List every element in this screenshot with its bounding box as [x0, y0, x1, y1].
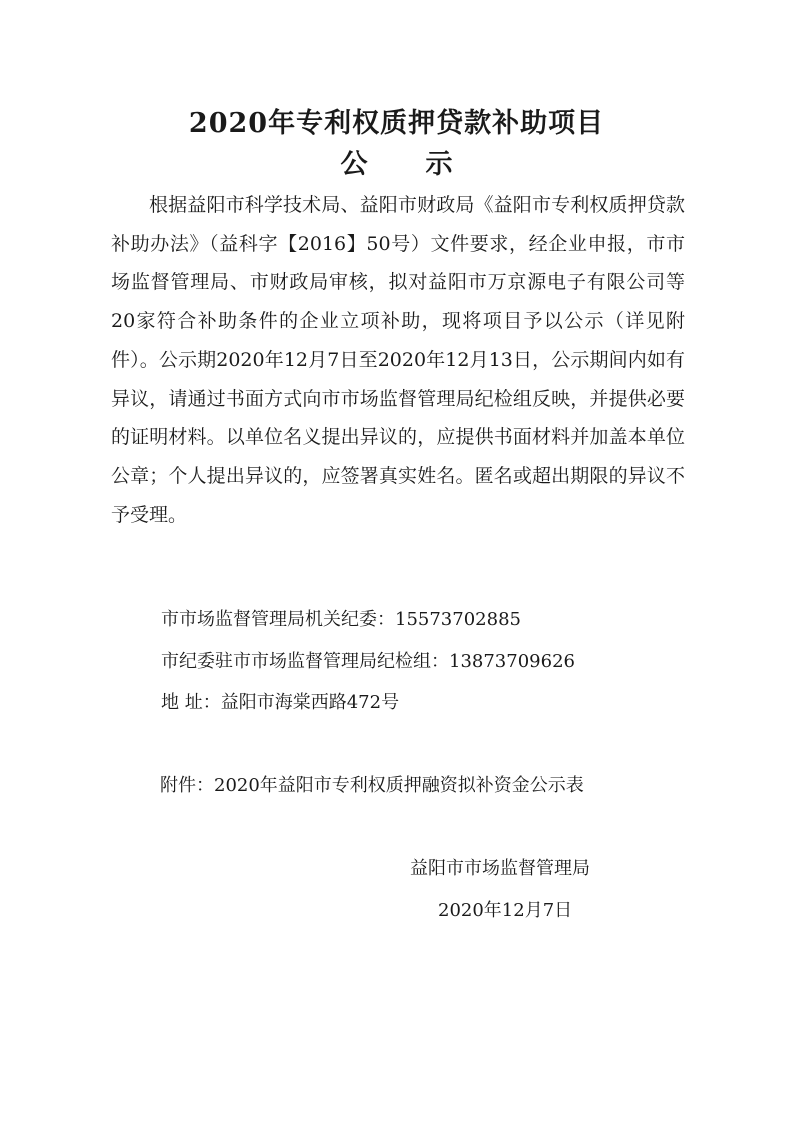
contact-line-inspection: 市纪委驻市市场监督管理局纪检组：13873709626 [161, 651, 575, 672]
document-title: 2020年专利权质押贷款补助项目 [188, 108, 605, 139]
document-subtitle: 公示 [340, 149, 511, 180]
attachment-line: 附件：2020年益阳市专利权质押融资拟补资金公示表 [160, 775, 584, 796]
signature-organization: 益阳市市场监督管理局 [410, 858, 590, 879]
body-paragraph: 根据益阳市科学技术局、益阳市财政局《益阳市专利权质押贷款补助办法》（益科字【2016】50号）文件要求，经企业申报，市市场监督管理局、市财政局审核，拟对益阳市万京源电子有限公司等20家符合补助条件的企业立项补助，现将项目予以公示（详见附件）。公示期2020年12月7日至2020年12月13日，公示期间内如有异议，请通过书面方式向市市场监督管理局纪检组反映，并提供必要的证明材料。以单位名义提出异议的，应提供书面材料并加盖本单位公章；个人提出异议的，应签署真实姓名。匿名或超出期限的异议不予受理。 [111, 194, 685, 526]
contact-line-discipline: 市市场监督管理局机关纪委：15573702885 [161, 609, 521, 630]
signature-date: 2020年12月7日 [438, 900, 573, 921]
contact-line-address: 地 址：益阳市海棠西路472号 [161, 692, 400, 713]
